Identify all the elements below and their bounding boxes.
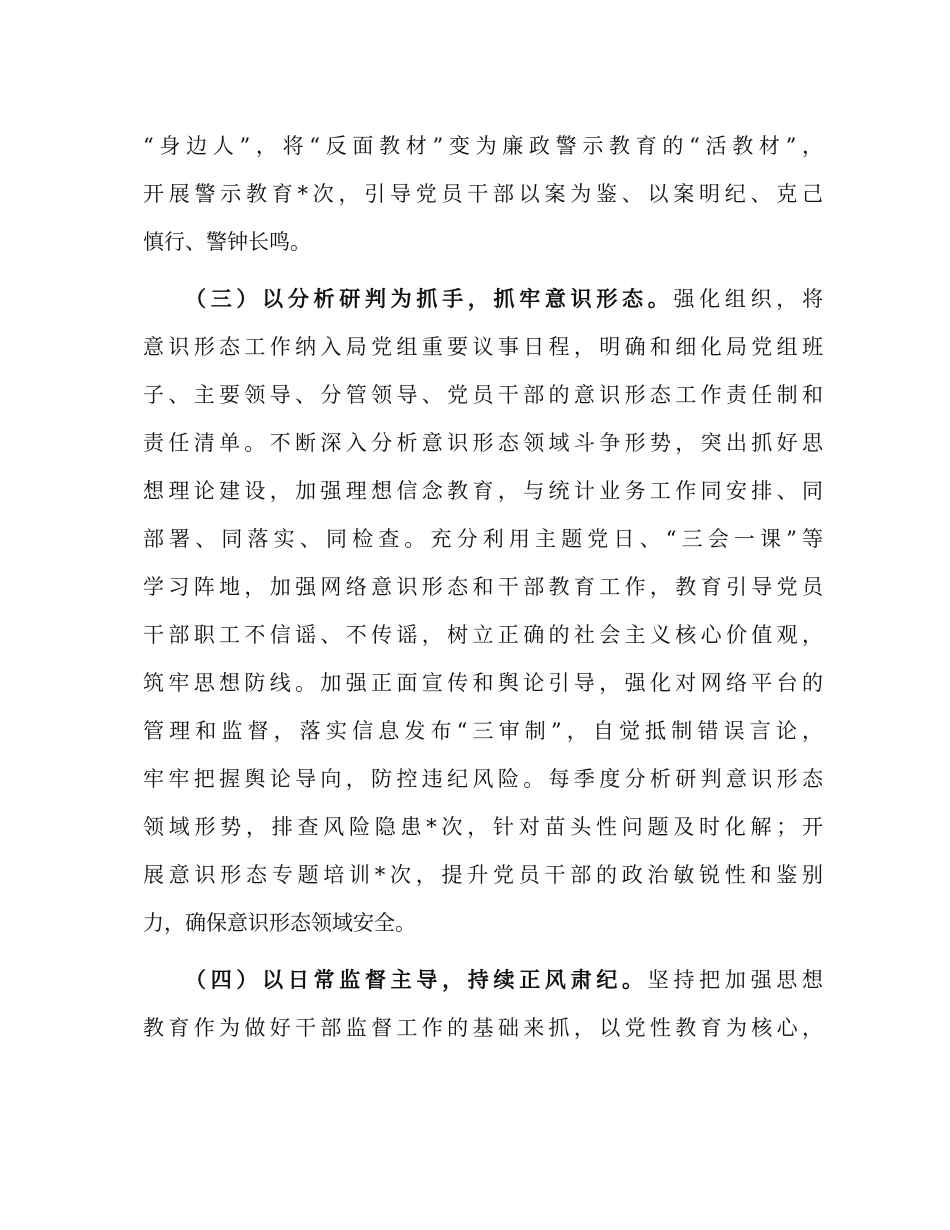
- text-line: 想理论建设，加强理想信念教育，与统计业务工作同安排、同: [143, 479, 823, 503]
- section-heading: （四）以日常监督主导，持续正风肃纪。: [185, 968, 648, 992]
- text-line: 教育作为做好干部监督工作的基础来抓，以党性教育为核心，: [143, 1016, 823, 1040]
- section-heading: （三）以分析研判为抓手，抓牢意识形态。: [185, 287, 674, 311]
- paragraph-warning-education: [143, 122, 823, 266]
- text-line: 筑牢思想防线。加强正面宣传和舆论引导，强化对网络平台的: [143, 671, 823, 695]
- heading-continuation: 坚持把加强思想: [647, 968, 823, 992]
- text-line: 领域形势，排查风险隐患*次，针对苗头性问题及时化解；开: [143, 815, 823, 839]
- text-line: 开展警示教育*次，引导党员干部以案为鉴、以案明纪、克己: [143, 182, 823, 206]
- paragraph-supervision-section: [143, 956, 823, 1052]
- section-heading-line: [143, 275, 823, 323]
- text-line: 责任清单。不断深入分析意识形态领域斗争形势，突出抓好思: [143, 431, 823, 455]
- text-line: 管理和监督，落实信息发布“三审制”，自觉抵制错误言论，: [143, 719, 823, 743]
- text-line: 部署、同落实、同检查。充分利用主题党日、“三会一课”等: [143, 527, 823, 551]
- text-line: 展意识形态专题培训*次，提升党员干部的政治敏锐性和鉴别: [143, 863, 823, 887]
- document-page: [143, 122, 823, 1052]
- paragraph-ideology-section: [143, 275, 823, 947]
- text-line: 意识形态工作纳入局党组重要议事日程，明确和细化局党组班: [143, 335, 823, 359]
- text-line: 干部职工不信谣、不传谣，树立正确的社会主义核心价值观，: [143, 623, 823, 647]
- heading-continuation: 强化组织，将: [673, 287, 824, 311]
- text-line: 子、主要领导、分管领导、党员干部的意识形态工作责任制和: [143, 383, 823, 407]
- text-line: “身边人”，将“反面教材”变为廉政警示教育的“活教材”，: [143, 134, 823, 158]
- text-line: 牢牢把握舆论导向，防控违纪风险。每季度分析研判意识形态: [143, 767, 823, 791]
- text-line: 慎行、警钟长鸣。: [143, 230, 311, 254]
- text-line: 力，确保意识形态领域安全。: [143, 911, 416, 935]
- text-line: 学习阵地，加强网络意识形态和干部教育工作，教育引导党员: [143, 575, 823, 599]
- section-heading-line: [143, 956, 823, 1004]
